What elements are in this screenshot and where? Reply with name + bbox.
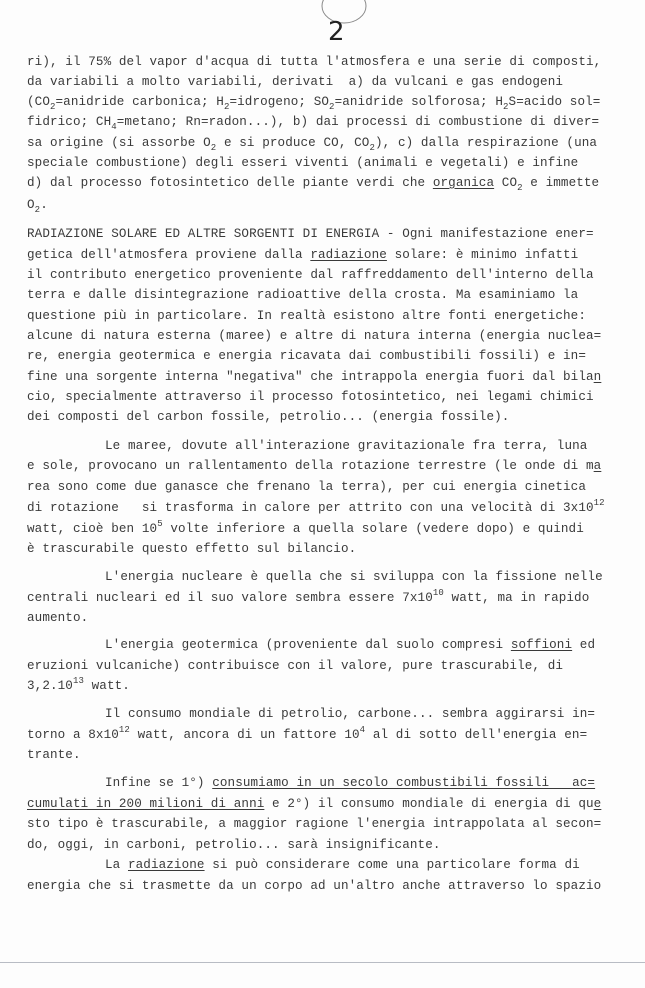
text-segment: =metano; Rn=radon...), b) dai processi di combustione di diver= (116, 115, 600, 129)
underlined-text: e (593, 797, 602, 811)
text-segment: RADIAZIONE SOLARE ED ALTRE SORGENTI DI ENERGIA - Ogni manifestazione ener= (27, 227, 594, 241)
text-line (27, 658, 563, 674)
text-segment: sa origine (si assorbe O (27, 136, 211, 150)
text-line (27, 678, 130, 694)
text-line (27, 878, 601, 894)
text-line (27, 308, 586, 324)
underlined-text: n (593, 370, 602, 384)
page-number-digit: 2 (328, 17, 345, 45)
text-line (27, 369, 601, 385)
text-segment: ri), il 75% del vapor d'acqua di tutta l'atmosfera e una serie di composti, (27, 55, 602, 69)
text-segment: il contributo energetico proveniente dal raffreddamento dell'interno della (27, 268, 594, 282)
text-line (105, 775, 595, 791)
subscript: 2 (223, 102, 230, 112)
text-line (27, 267, 594, 283)
underlined-text: consumiamo in un secolo combustibili fossili ac= (212, 776, 596, 790)
text-line (27, 816, 601, 832)
text-line (27, 287, 578, 303)
text-line (27, 226, 594, 242)
text-segment: =anidride solforosa; H (334, 95, 504, 109)
text-segment: =idrogeno; SO (229, 95, 330, 109)
text-line (105, 706, 595, 722)
text-segment: dei composti del carbon fossile, petrolio... (energia fossile). (27, 410, 510, 424)
text-segment: volte inferiore a quella solare (vedere dopo) e quindi (162, 522, 584, 536)
text-segment: si può considerare come una particolare forma di (204, 858, 580, 872)
text-segment: watt. (83, 679, 130, 693)
text-segment: e immette (522, 176, 600, 190)
text-line (27, 727, 587, 743)
text-segment: (CO (27, 95, 50, 109)
text-line (27, 389, 594, 405)
text-line (27, 409, 509, 425)
text-line (27, 541, 356, 557)
subscript: 2 (49, 102, 56, 112)
text-segment: re, energia geotermica e energia ricavata dai combustibili fossili) e in= (27, 349, 586, 363)
text-line (27, 247, 578, 263)
text-segment: terra e dalle disintegrazione radioattive della crosta. Ma esaminiamo la (27, 288, 579, 302)
text-segment: torno a 8x10 (27, 728, 119, 742)
text-line (27, 458, 601, 474)
text-segment: O (27, 198, 35, 212)
text-line (27, 328, 601, 344)
superscript: 12 (118, 725, 130, 735)
subscript: 2 (34, 205, 41, 215)
text-segment: sto tipo è trascurabile, a maggior ragione l'energia intrappolata al secon= (27, 817, 602, 831)
text-segment: energia che si trasmette da un corpo ad un'altro anche attraverso lo spazio (27, 879, 602, 893)
text-segment: getica dell'atmosfera proviene dalla (27, 248, 311, 262)
text-segment: questione più in particolare. In realtà esistono altre fonti energetiche: (27, 309, 586, 323)
subscript: 2 (329, 102, 335, 112)
superscript: 12 (593, 498, 605, 508)
text-line (27, 175, 599, 191)
text-segment: solare: è minimo infatti (386, 248, 579, 262)
text-segment: centrali nucleari ed il suo valore sembra essere 7x10 (27, 591, 433, 605)
text-segment: CO (494, 176, 518, 190)
text-segment: aumento. (27, 611, 89, 625)
text-segment: do, oggi, in carboni, petrolio... sarà insignificante. (27, 838, 441, 852)
page-bottom-edge (0, 962, 645, 963)
text-line (105, 637, 595, 653)
text-line (27, 54, 601, 70)
text-segment: Infine se 1°) (105, 776, 213, 790)
text-segment: . (40, 198, 48, 212)
text-segment: alcune di natura esterna (maree) e altre di natura interna (energia nuclea= (27, 329, 602, 343)
underlined-text: radiazione (310, 248, 387, 262)
text-segment: fine una sorgente interna "negativa" che intrappola energia fuori dal bila (27, 370, 594, 384)
text-segment: speciale combustione) degli esseri viventi (animali e vegetali) e infine (27, 156, 579, 170)
text-segment: L'energia geotermica (proveniente dal suolo compresi (105, 638, 511, 652)
subscript: 2 (517, 183, 523, 193)
subscript: 4 (111, 122, 117, 132)
text-segment: Le maree, dovute all'interazione gravitazionale fra terra, luna (105, 439, 588, 453)
text-segment: L'energia nucleare è quella che si sviluppa con la fissione nelle (105, 570, 603, 584)
superscript: 10 (432, 588, 444, 598)
text-segment: watt, ma in rapido (443, 591, 590, 605)
subscript: 2 (503, 102, 509, 112)
text-segment: al di sotto dell'energia en= (365, 728, 588, 742)
text-line (105, 857, 580, 873)
text-segment: d) dal processo fotosintetico delle piante verdi che (27, 176, 433, 190)
text-segment: e sole, provocano un rallentamento della rotazione terrestre (le onde di m (27, 459, 594, 473)
text-segment: watt, ancora di un fattore 10 (129, 728, 360, 742)
text-segment: 3,2.10 (27, 679, 73, 693)
text-line (27, 590, 589, 606)
text-segment: ed (572, 638, 596, 652)
underlined-text: soffioni (510, 638, 573, 652)
text-segment: watt, cioè ben 10 (27, 522, 158, 536)
text-line (27, 747, 81, 763)
text-line (105, 438, 587, 454)
text-line (27, 348, 586, 364)
text-segment: trante. (27, 748, 81, 762)
text-segment: cio, specialmente attraverso il processo fotosintetico, nei legami chimici (27, 390, 594, 404)
subscript: 2 (369, 143, 375, 153)
text-line (105, 569, 603, 585)
text-segment: ), c) dalla respirazione (una (374, 136, 598, 150)
superscript: 13 (72, 676, 84, 686)
superscript: 5 (157, 519, 163, 529)
text-line (27, 155, 578, 171)
text-segment: da variabili a molto variabili, derivati a) da vulcani e gas endogeni (27, 75, 564, 89)
text-line (27, 521, 584, 537)
text-segment: e si produce CO, CO (216, 136, 370, 150)
text-line (27, 837, 441, 853)
underlined-text: organica (432, 176, 495, 190)
text-line (27, 610, 88, 626)
text-segment: rea sono come due ganasce che frenano la terra), per cui energia cinetica (27, 480, 586, 494)
text-segment: =anidride carbonica; H (55, 95, 224, 109)
text-line (27, 479, 586, 495)
text-segment: di rotazione si trasforma in calore per attrito con una velocità di 3x10 (27, 501, 594, 515)
text-line (27, 94, 600, 110)
text-segment: e 2°) il consumo mondiale di energia di qu (264, 797, 594, 811)
handwritten-page-number (300, 0, 390, 45)
text-line (27, 114, 599, 130)
underlined-text: radiazione (127, 858, 205, 872)
text-line (27, 500, 605, 516)
text-line (27, 135, 597, 151)
underlined-text: cumulati in 200 milioni di anni (27, 797, 265, 811)
text-line (27, 796, 601, 812)
text-segment: Il consumo mondiale di petrolio, carbone... sembra aggirarsi in= (105, 707, 596, 721)
text-line (27, 74, 563, 90)
text-segment: eruzioni vulcaniche) contribuisce con il valore, pure trascurabile, di (27, 659, 564, 673)
text-segment: S=acido sol= (508, 95, 601, 109)
text-segment: è trascurabile questo effetto sul bilancio. (27, 542, 357, 556)
superscript: 4 (359, 725, 366, 735)
text-segment: La (105, 858, 128, 872)
subscript: 2 (210, 143, 217, 153)
text-line (27, 197, 48, 213)
text-segment: fidrico; CH (27, 115, 112, 129)
underlined-text: a (593, 459, 602, 473)
